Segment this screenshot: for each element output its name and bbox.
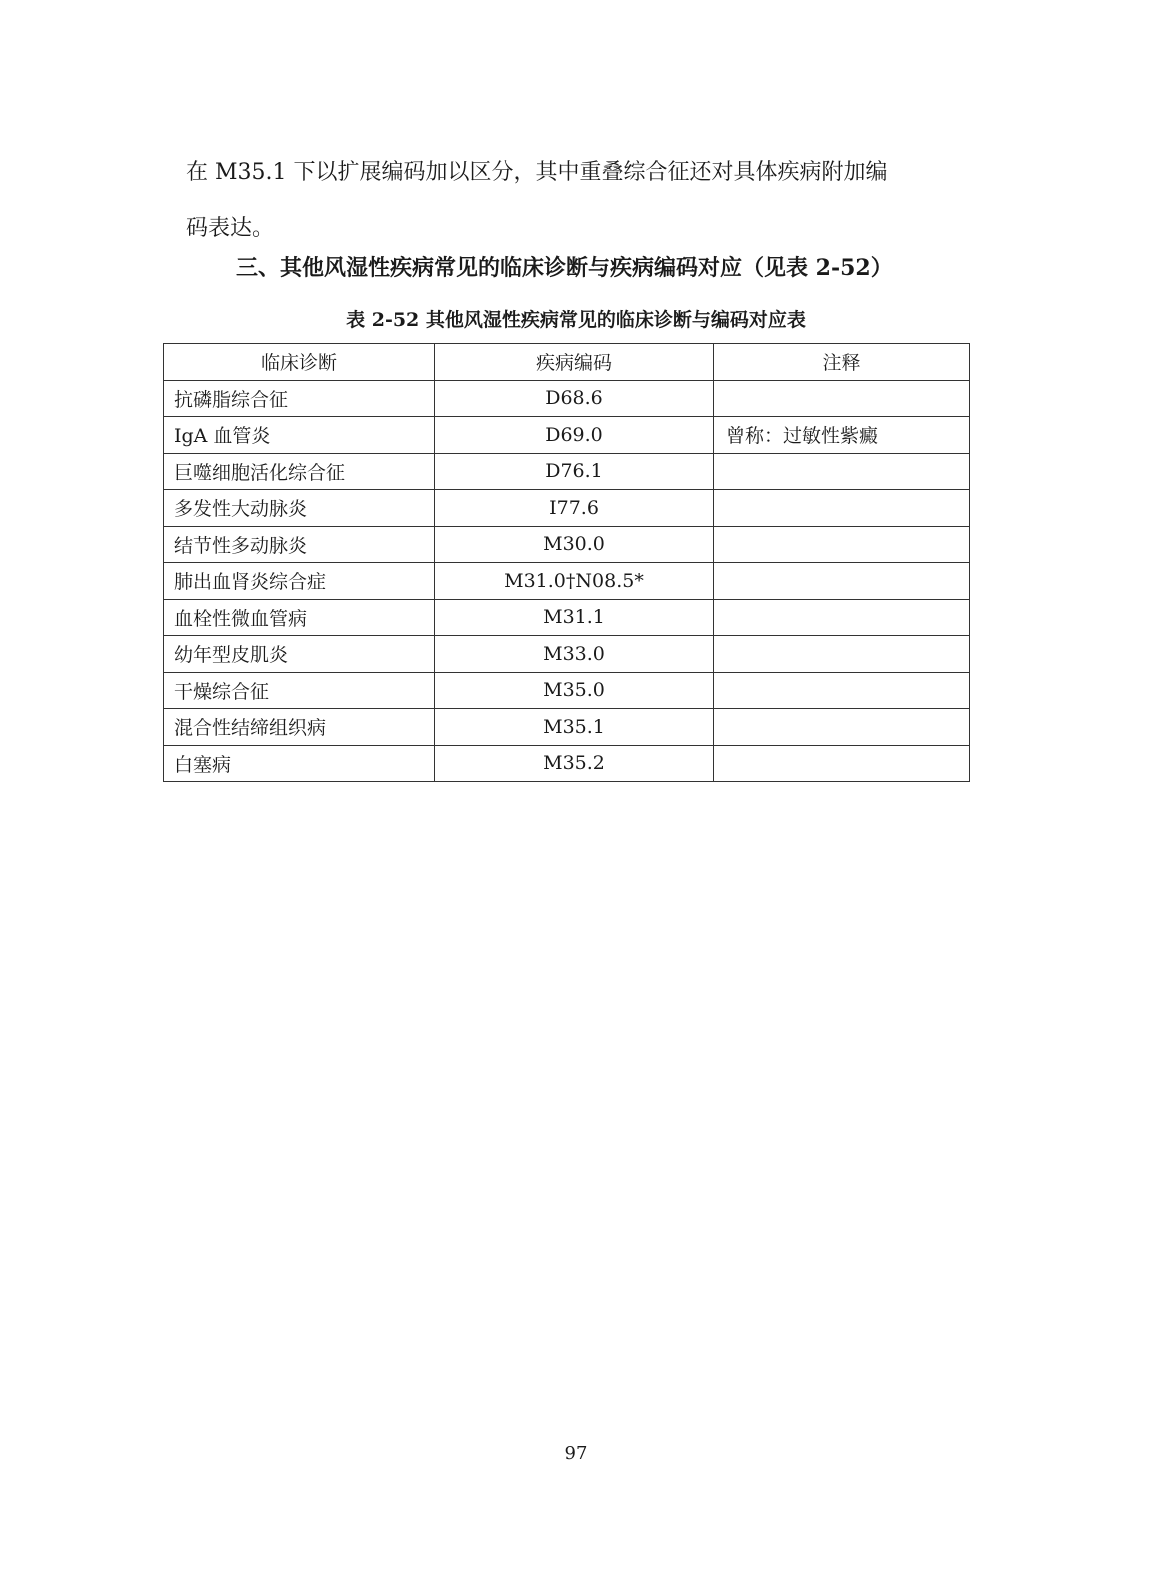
- diagnosis-cell: 干燥综合征: [164, 672, 435, 709]
- code-cell: D69.0: [435, 417, 714, 454]
- diagnosis-cell: 白塞病: [164, 745, 435, 782]
- header-diagnosis: 临床诊断: [164, 344, 435, 381]
- header-note: 注释: [714, 344, 970, 381]
- note-cell: [714, 745, 970, 782]
- code-cell: M35.1: [435, 709, 714, 746]
- header-code: 疾病编码: [435, 344, 714, 381]
- code-cell: M31.0†N08.5*: [435, 563, 714, 600]
- code-cell: M31.1: [435, 599, 714, 636]
- section-heading: 三、其他风湿性疾病常见的临床诊断与疾病编码对应（见表 2-52）: [236, 255, 893, 281]
- table-row: [164, 526, 970, 563]
- note-cell: [714, 636, 970, 673]
- diagnosis-cell: 巨噬细胞活化综合征: [164, 453, 435, 490]
- diagnosis-cell: 多发性大动脉炎: [164, 490, 435, 527]
- table-row: [164, 490, 970, 527]
- intro-paragraph: [186, 145, 966, 257]
- code-cell: I77.6: [435, 490, 714, 527]
- note-cell: [714, 490, 970, 527]
- page-number: 97: [564, 1443, 588, 1464]
- table-caption: 表 2-52 其他风湿性疾病常见的临床诊断与编码对应表: [346, 309, 806, 331]
- diagnosis-cell: 混合性结缔组织病: [164, 709, 435, 746]
- table-row: [164, 417, 970, 454]
- intro-line-1: 在 M35.1 下以扩展编码加以区分，其中重叠综合征还对具体疾病附加编: [186, 160, 888, 185]
- intro-line-2: 码表达。: [186, 216, 275, 241]
- note-cell: [714, 380, 970, 417]
- table-header-row: [164, 344, 970, 381]
- table-row: [164, 380, 970, 417]
- note-cell: [714, 709, 970, 746]
- diagnosis-cell: 结节性多动脉炎: [164, 526, 435, 563]
- table-row: [164, 709, 970, 746]
- table-row: [164, 453, 970, 490]
- table-row: [164, 599, 970, 636]
- table-row: [164, 563, 970, 600]
- code-cell: M30.0: [435, 526, 714, 563]
- diagnosis-cell: 抗磷脂综合征: [164, 380, 435, 417]
- note-cell: [714, 599, 970, 636]
- code-cell: D76.1: [435, 453, 714, 490]
- diagnosis-cell: 幼年型皮肌炎: [164, 636, 435, 673]
- table-row: [164, 672, 970, 709]
- code-cell: M35.0: [435, 672, 714, 709]
- diagnosis-cell: IgA 血管炎: [164, 417, 435, 454]
- diagnosis-cell: 肺出血肾炎综合症: [164, 563, 435, 600]
- note-cell: [714, 526, 970, 563]
- diagnosis-cell: 血栓性微血管病: [164, 599, 435, 636]
- table-row: [164, 745, 970, 782]
- note-cell: [714, 672, 970, 709]
- note-cell: [714, 453, 970, 490]
- note-cell: 曾称：过敏性紫癜: [714, 417, 970, 454]
- code-cell: M33.0: [435, 636, 714, 673]
- diagnosis-code-table: [163, 343, 970, 782]
- note-cell: [714, 563, 970, 600]
- table-row: [164, 636, 970, 673]
- code-cell: M35.2: [435, 745, 714, 782]
- code-cell: D68.6: [435, 380, 714, 417]
